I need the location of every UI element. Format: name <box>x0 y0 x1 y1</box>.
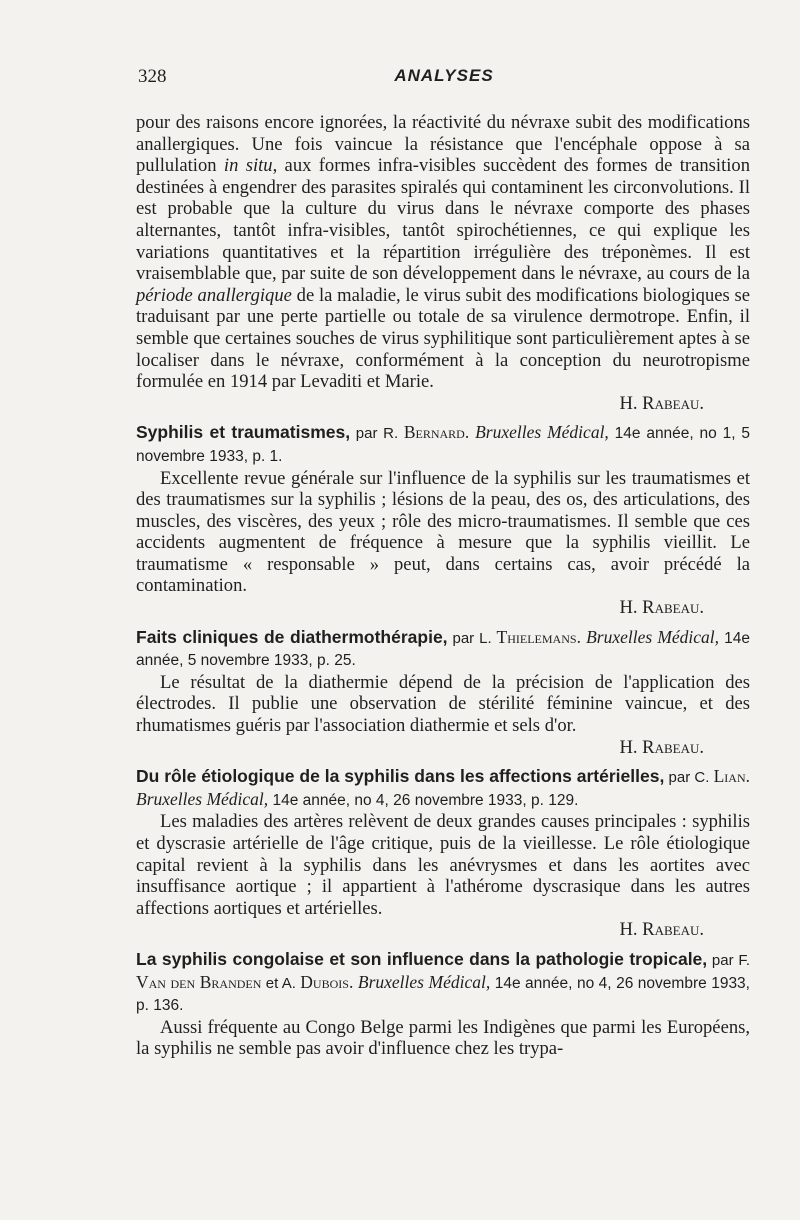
entry-signature <box>136 919 750 941</box>
entry-title: Du rôle étiologique de la syphilis dans les affections artérielles, <box>136 766 665 787</box>
review-entry <box>136 627 750 759</box>
entry-by: par L. <box>447 629 497 647</box>
entry-title: Faits cliniques de diathermothérapie, <box>136 626 448 647</box>
entry-text: Excellente revue générale sur l'influence de la syphilis sur les traumatismes et des traumatismes sur la syphilis ; lésions de la peau, des os, des articulations, des muscles, des viscères, des yeux ; rôle des micro-traumatismes. Il semble que ces accidents augmentent de fréquence à mesure que la syphilis vieillit. Le traumatisme « responsable » peut, dans certains cas, avoir précédé la contamination. <box>136 467 750 597</box>
intro-italic-1: in situ <box>223 155 273 177</box>
signature-initial: H. <box>619 919 643 941</box>
page-number: 328 <box>138 66 167 87</box>
entry-title: Syphilis et traumatismes, <box>136 422 351 443</box>
entry-by: par R. <box>350 425 404 443</box>
signature-name: Rabeau. <box>642 597 704 619</box>
entry-by-2: et A. <box>261 974 301 992</box>
review-entry <box>136 766 750 941</box>
review-entry <box>136 949 750 1060</box>
entry-reference <box>136 949 750 1017</box>
intro-text-3: de la maladie, le virus subit des modifications biologiques se traduisant par une perte partielle ou totale de sa virulence dermotrope. Enfin, il semble que certaines souches de virus syphilitique sont particulièrement aptes à se localiser dans le névraxe, conformément à la conception du neurotropisme formulée en 1914 par Levaditi et Marie. <box>136 284 750 393</box>
entry-journal: Bruxelles Médical, <box>580 626 720 647</box>
entry-journal: Bruxelles Médical, <box>469 422 609 443</box>
entry-text: Aussi fréquente au Congo Belge parmi les Indigènes que parmi les Européens, la syphilis ne semble pas avoir d'influence chez les trypa- <box>136 1016 750 1060</box>
entry-text: Les maladies des artères relèvent de deux grandes causes principales : syphilis et dyscrasie artérielle de l'âge critique, puis de la vieillesse. Le rôle étiologique capital revient à la syphilis dans les anévrysmes et dans les aortites avec insuffisance aortique ; il appartient à l'athérome dyscrasique dans les autres affections aortiques et artérielles. <box>136 811 750 919</box>
page-header <box>138 66 750 90</box>
page-body <box>136 112 750 1060</box>
entry-reference <box>136 627 750 672</box>
entry-by: par C. <box>664 769 714 787</box>
entry-journal: Bruxelles Médical, <box>353 971 491 992</box>
entry-author: Bernard. <box>403 422 470 443</box>
signature-name: Rabeau. <box>642 736 704 758</box>
entry-reference <box>136 766 750 811</box>
entry-title: La syphilis congolaise et son influence dans la pathologie tropicale, <box>136 948 708 969</box>
intro-signature <box>136 393 750 415</box>
entry-meta: 14e année, no 1, 5 novembre 1933, p. 1. <box>136 425 750 465</box>
entry-signature <box>136 737 750 759</box>
intro-text-1: pour des raisons encore ignorées, la réactivité du névraxe subit des modifications anallergiques. Une fois vaincue la résistance que l'encéphale oppose à sa pullulation <box>136 112 750 177</box>
intro-paragraph <box>136 112 750 393</box>
entry-author: Thielemans. <box>496 626 581 647</box>
intro-italic-2: période anallergique <box>136 284 292 306</box>
signature-name: Rabeau. <box>642 919 704 941</box>
entry-signature <box>136 597 750 619</box>
signature-initial: H. <box>619 597 643 619</box>
signature-initial: H. <box>619 392 643 414</box>
entry-by: par F. <box>707 951 750 969</box>
intro-text-2: , aux formes infra-visibles succèdent des formes de transition destinées à engendrer des parasites spiralés qui contaminent les circonvolutions. Il est probable que la culture du virus dans le névraxe comporte des phases alternantes, tantôt infra-visibles, tantôt spirochétiennes, ce qui explique les variations quantitatives et la répartition irrégulière des tréponèmes. Il est vraisemblable que, par suite de son développement dans le névraxe, au cours de la <box>136 155 750 285</box>
entry-meta: 14e année, 5 novembre 1933, p. 25. <box>136 629 750 670</box>
entry-reference <box>136 422 750 467</box>
entry-author: Van den Branden <box>136 971 262 992</box>
entry-author: Lian. <box>713 766 750 787</box>
entry-journal: Bruxelles Médical, <box>136 788 269 809</box>
entry-meta: 14e année, no 4, 26 novembre 1933, p. 129. <box>268 791 579 809</box>
entry-meta: 14e année, no 4, 26 novembre 1933, p. 136. <box>136 974 750 1015</box>
running-head: ANALYSES <box>394 66 494 85</box>
entry-author-2: Dubois. <box>300 971 354 992</box>
entry-text: Le résultat de la diathermie dépend de la précision de l'application des électrodes. Il publie une observation de stérilité féminine vaincue, et des rhumatismes guéris par l'association diathermie et sels d'or. <box>136 671 750 737</box>
signature-name: Rabeau. <box>642 392 704 414</box>
review-entry <box>136 422 750 618</box>
signature-initial: H. <box>619 736 643 758</box>
